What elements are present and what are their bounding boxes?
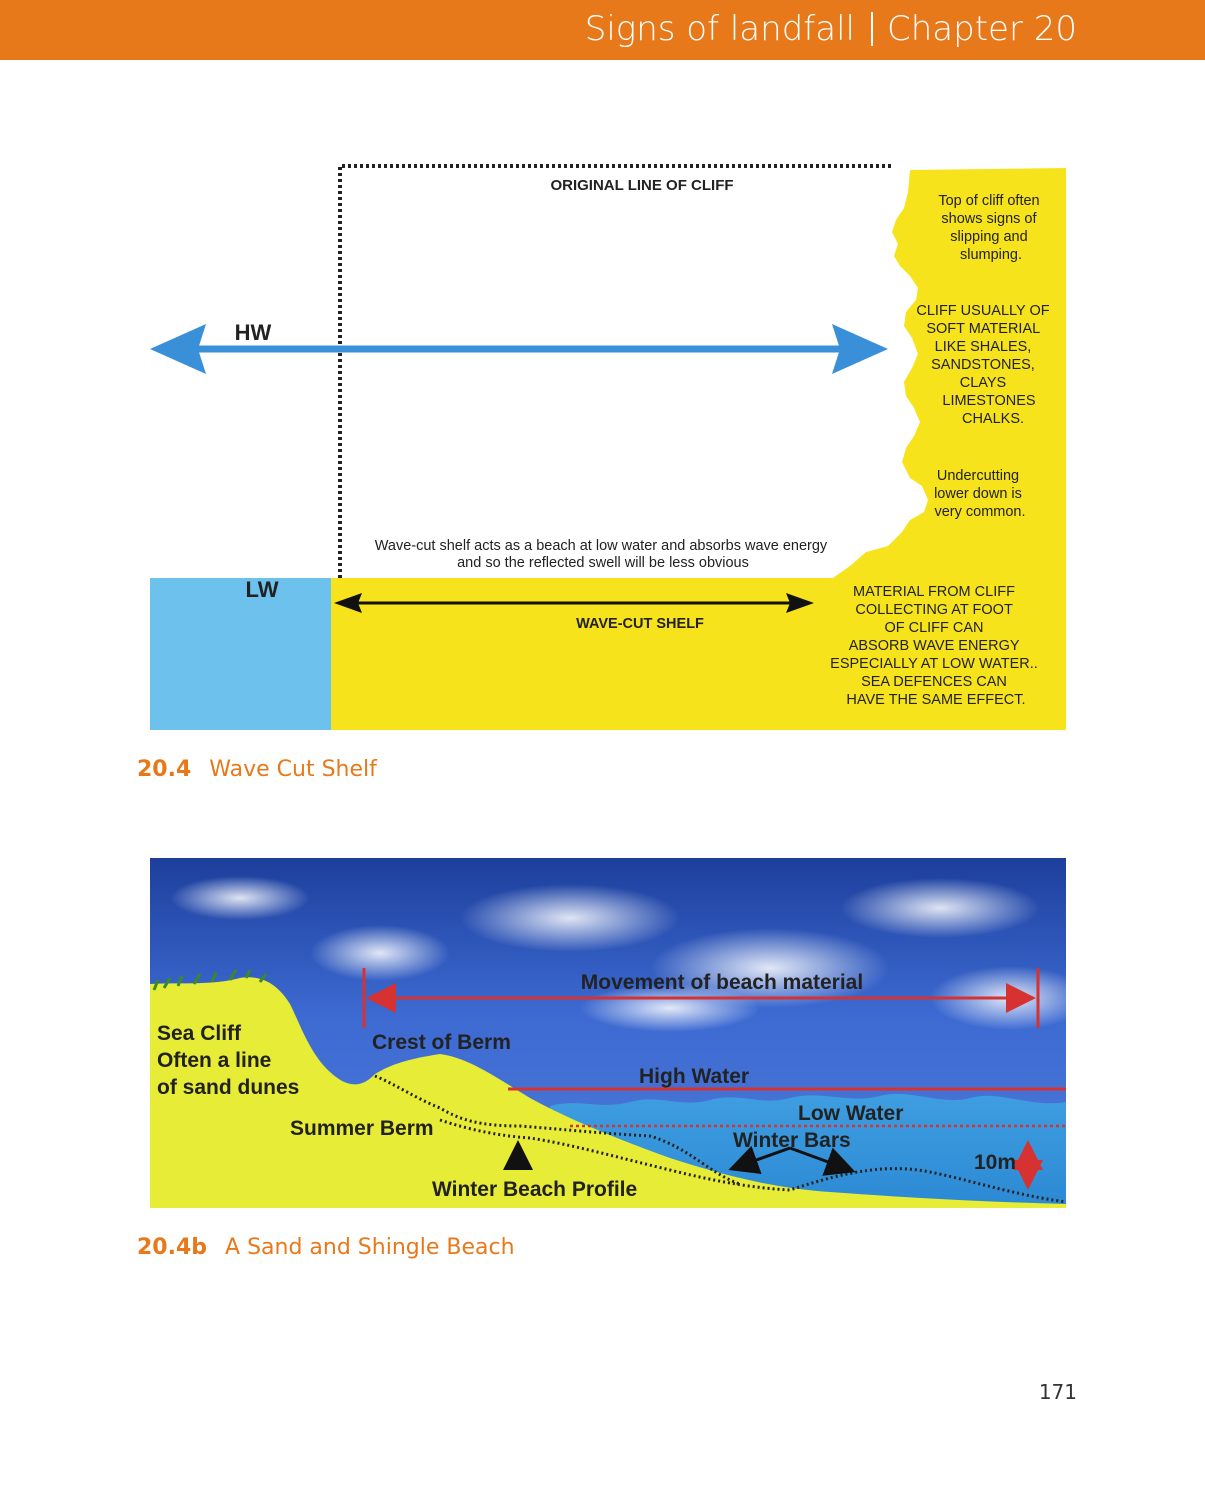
winter-profile-label: Winter Beach Profile	[432, 1178, 638, 1201]
caption-text: A Sand and Shingle Beach	[225, 1235, 515, 1260]
sand-shingle-beach-illustration	[150, 858, 1066, 1208]
note-line: SEA DEFENCES CAN	[861, 674, 1007, 690]
caption-text: Wave Cut Shelf	[209, 757, 377, 782]
low-water-sea	[150, 578, 331, 730]
page-number: 171	[1038, 1380, 1077, 1404]
low-water-label: Low Water	[798, 1102, 904, 1125]
note-line: CLIFF USUALLY OF	[916, 303, 1050, 319]
wave-cut-shelf-svg	[150, 160, 1066, 730]
note-line: slipping and	[950, 229, 1028, 245]
undercutting-note	[934, 468, 1026, 520]
note-line: COLLECTING AT FOOT	[855, 602, 1013, 618]
note-line: very common.	[934, 504, 1026, 520]
note-line: OF CLIFF CAN	[884, 620, 984, 636]
note-line: lower down is	[934, 486, 1022, 502]
label-line: of sand dunes	[157, 1076, 300, 1099]
note-line: CLAYS	[959, 375, 1007, 391]
material-note	[830, 584, 1042, 708]
shelf-note	[375, 538, 831, 571]
label-line: Sea Cliff	[157, 1022, 242, 1045]
note-line: Undercutting	[936, 468, 1020, 484]
note-line: Top of cliff often	[938, 193, 1040, 209]
note-line: HAVE THE SAME EFFECT.	[846, 692, 1026, 708]
crest-label: Crest of Berm	[372, 1031, 511, 1054]
caption-number: 20.4	[137, 757, 192, 782]
caption-number: 20.4b	[137, 1235, 208, 1260]
note-line: Wave-cut shelf acts as a beach at low water and absorbs wave energy	[374, 538, 828, 554]
original-line-label: ORIGINAL LINE OF CLIFF	[550, 177, 734, 194]
page-header	[0, 0, 1205, 60]
note-line: CHALKS.	[961, 411, 1025, 427]
chapter-title: Chapter 20	[886, 9, 1077, 49]
summer-berm-label: Summer Berm	[290, 1117, 434, 1140]
ten-metre-label: 10m	[974, 1151, 1017, 1174]
note-line: SOFT MATERIAL	[926, 321, 1040, 337]
high-water-label: High Water	[639, 1065, 750, 1088]
wave-cut-shelf-label: WAVE-CUT SHELF	[576, 616, 704, 632]
beach-illustration-svg	[150, 858, 1066, 1208]
section-title: Signs of landfall	[584, 9, 855, 49]
note-line: slumping.	[959, 247, 1023, 263]
note-line: ABSORB WAVE ENERGY	[848, 638, 1020, 654]
wave-cut-shelf-diagram	[150, 160, 1066, 730]
figure-caption	[137, 1235, 515, 1260]
header-separator	[871, 12, 873, 46]
note-line: and so the reflected swell will be less obvious	[457, 555, 749, 571]
hw-label: HW	[234, 320, 272, 345]
header-title	[585, 4, 1077, 54]
note-line: SANDSTONES,	[931, 357, 1035, 373]
note-line: LIMESTONES	[942, 393, 1036, 409]
label-line: Often a line	[157, 1049, 272, 1072]
note-line: MATERIAL FROM CLIFF	[853, 584, 1015, 600]
movement-label: Movement of beach material	[580, 971, 864, 994]
winter-bars-label: Winter Bars	[733, 1129, 851, 1152]
figure-caption	[137, 757, 377, 782]
original-cliff-line	[340, 166, 892, 578]
note-line: shows signs of	[941, 211, 1037, 227]
lw-label: LW	[245, 577, 279, 602]
note-line: ESPECIALLY AT LOW WATER..	[830, 656, 1038, 672]
note-line: LIKE SHALES,	[934, 339, 1032, 355]
